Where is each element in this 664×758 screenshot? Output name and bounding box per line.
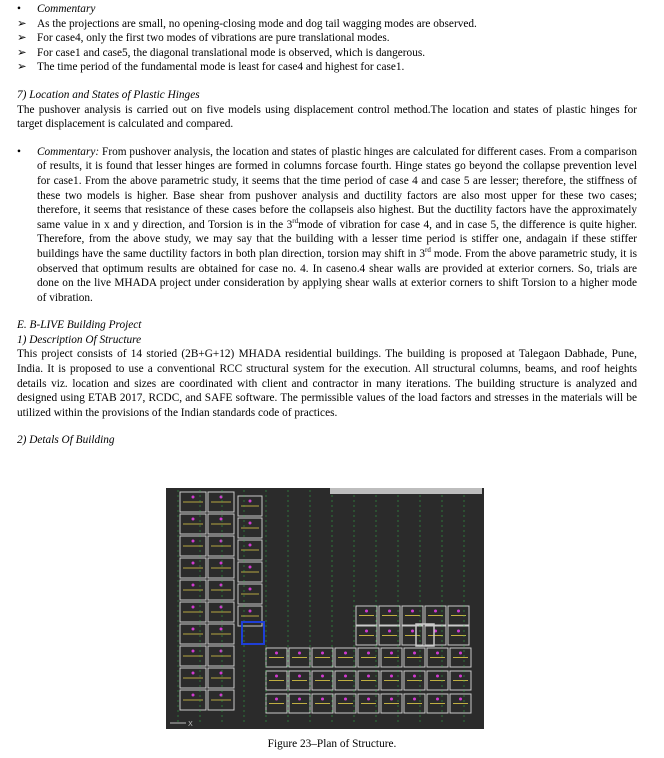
column-mark [192, 518, 195, 521]
column-mark [192, 628, 195, 631]
column-mark [365, 630, 368, 633]
column-mark [459, 652, 462, 655]
list-item-text: For case1 and case5, the diagonal translational mode is observed, which is dangerous. [37, 46, 426, 59]
arrow-bullet-icon: ➢ [17, 46, 27, 59]
commentary-heading-item [17, 2, 637, 17]
column-mark [298, 698, 301, 701]
column-mark [192, 650, 195, 653]
column-mark [275, 698, 278, 701]
structure-plan-figure [166, 488, 484, 729]
column-mark [249, 522, 252, 525]
column-mark [367, 652, 370, 655]
bullet-dot-icon: • [17, 145, 21, 158]
column-mark [434, 610, 437, 613]
column-mark [344, 652, 347, 655]
figure-caption: Figure 23–Plan of Structure. [267, 738, 397, 750]
column-mark [321, 698, 324, 701]
column-mark [413, 652, 416, 655]
column-mark [275, 675, 278, 678]
column-mark [192, 694, 195, 697]
column-mark [321, 675, 324, 678]
column-mark [192, 606, 195, 609]
column-mark [413, 675, 416, 678]
column-mark [388, 630, 391, 633]
drawing-header-strip [330, 488, 482, 494]
column-mark [413, 698, 416, 701]
section-heading: E. B-LIVE Building Project [17, 319, 142, 332]
axis-label: X [188, 720, 193, 728]
subsection-heading: 2) Detals Of Building [17, 434, 115, 447]
plan-drawing [166, 488, 484, 729]
column-mark [249, 566, 252, 569]
column-mark [249, 588, 252, 591]
column-mark [459, 698, 462, 701]
column-mark [436, 675, 439, 678]
commentary-text-a: From pushover analysis, the location and states of plastic hinges are calculated for different cases. From a comparison of results, it is found that lesser hinges are formed in columns forcase fourth. Hinge states go beyond the collapse prevention level for case1. From the above parametric study, it seems that the time period of case 4 and case 5 are lesser; therefore, the stiffness of these two models is higher. Base shear from pushover analysis and ductility factors are also most upper for these two cases; therefore, it seems that resistance of these cases before the collapseis also highest. But the ductility factors have the approximately same value in x and y direction, and Torsion is in the 3 [37, 145, 637, 231]
column-mark [344, 698, 347, 701]
arrow-bullet-icon: ➢ [17, 61, 27, 74]
arrow-bullet-icon: ➢ [17, 32, 27, 45]
section-heading: 7) Location and States of Plastic Hinges [17, 88, 200, 101]
column-mark [436, 652, 439, 655]
column-mark [298, 675, 301, 678]
column-mark [249, 500, 252, 503]
subsection-heading: 1) Description Of Structure [17, 333, 142, 346]
column-mark [321, 652, 324, 655]
column-mark [192, 672, 195, 675]
column-mark [459, 675, 462, 678]
column-mark [367, 698, 370, 701]
commentary-text-c: mode. From the above parametric study, it is observed that optimum results are obtained for case no. 4. In caseno.4 shear walls are provided at exterior corners. So, trials are done on the live MHADA project under consideration by applying shear walls at exterior corners to shift Torsion to a higher mode of vibration. [37, 247, 637, 304]
commentary-label: Commentary: [37, 145, 100, 158]
column-mark [192, 496, 195, 499]
list-item [17, 31, 637, 46]
list-item [17, 46, 637, 61]
column-mark [249, 610, 252, 613]
column-mark [367, 675, 370, 678]
list-item [17, 17, 637, 32]
column-mark [192, 540, 195, 543]
section-body: The pushover analysis is carried out on five models using displacement control method.The location and states of plastic hinges for target displacement is calculated and compared. [17, 103, 637, 131]
column-mark [390, 675, 393, 678]
column-mark [457, 630, 460, 633]
superscript: rd [292, 216, 299, 225]
column-mark [436, 698, 439, 701]
column-mark [192, 562, 195, 565]
column-mark [192, 584, 195, 587]
commentary-heading: Commentary [37, 3, 96, 15]
list-item [17, 60, 637, 75]
column-mark [298, 652, 301, 655]
section-body: This project consists of 14 storied (2B+G+12) MHADA residential buildings. The building is proposed at Talegaon Dabhade, Pune, India. It is proposed to use a conventional RCC structural system for the execution. All structural columns, beams, and roof heights details viz. location and sizes are coordinated with client and contractor in many iterations. The building structure is analyzed and designed using ETAB 2017, RCDC, and SAFE software. The permissible values of the load factors and stresses in the materials will be utilized within the provisions of the Indian standards code of practices. [17, 348, 637, 419]
column-mark [457, 610, 460, 613]
list-item-text: As the projections are small, no opening-closing mode and dog tail wagging modes are observed. [37, 17, 477, 30]
commentary-text-b: mode of vibration for case 4, and in case 5, the difference is quite higher. Therefore, from the above study, we may say that the building with a lesser time period is stiffer one, andagain if these stiffer buildings have the same ductility factors in both plan direction, torsion may shift in 3 [37, 218, 637, 260]
column-mark [390, 652, 393, 655]
superscript: rd [424, 246, 431, 255]
column-mark [365, 610, 368, 613]
bullet-dot-icon: • [17, 3, 21, 15]
column-mark [411, 610, 414, 613]
list-item-text: For case4, only the first two modes of vibrations are pure translational modes. [37, 32, 390, 45]
column-mark [390, 698, 393, 701]
column-mark [411, 630, 414, 633]
stair-core [242, 622, 264, 644]
paper-page [17, 2, 637, 448]
column-mark [344, 675, 347, 678]
column-mark [249, 544, 252, 547]
list-item-text: The time period of the fundamental mode is least for case4 and highest for case1. [37, 61, 405, 74]
column-mark [275, 652, 278, 655]
commentary-paragraph [17, 145, 637, 306]
column-mark [388, 610, 391, 613]
arrow-bullet-icon: ➢ [17, 17, 27, 30]
